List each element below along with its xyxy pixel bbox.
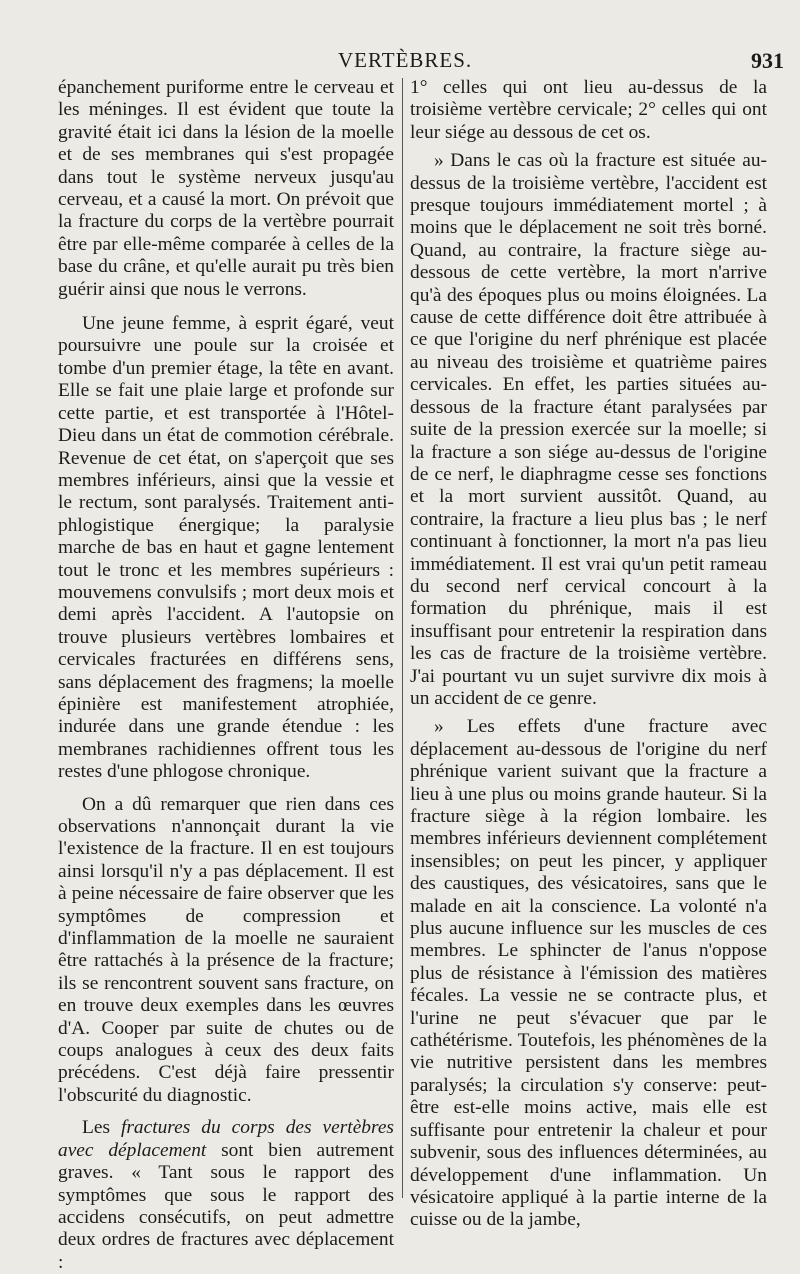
column-divider	[402, 78, 403, 1198]
running-head-title: VERTÈBRES.	[338, 48, 473, 72]
left-column	[58, 77, 394, 1274]
paragraph: Une jeune femme, à esprit égaré, veut poursuivre une poule sur la croisée et tombe d'un premier étage, la tête en avant. Elle se fait une plaie large et profonde sur cette partie, et est transportée à l'Hôtel-Dieu dans un état de commotion cérébrale. Revenue de cet état, on s'aperçoit que ses membres inférieurs, ainsi que la vessie et le rectum, sont paralysés. Traitement anti-phlogistique énergique; la paralysie marche de bas en haut et gagne lentement tout le tronc et les membres supérieurs : mouvemens convulsifs ; mort deux mois et demi après l'accident. A l'autopsie on trouve plusieurs vertèbres lombaires et cervicales fracturées en différens sens, sans déplacement des fragmens; la moelle épinière est manifestement atrophiée, indurée dans une grande étendue : les membranes rachidiennes offrent tous les restes d'une phlogose chronique.	[58, 313, 394, 783]
italic-term: fractures du corps des vertèbres avec déplacement	[58, 1117, 394, 1161]
paragraph: On a dû remarquer que rien dans ces observations n'annonçait durant la vie l'existence de la fracture. Il en est toujours ainsi lorsqu'il n'y a pas déplacement. Il est à peine nécessaire de faire observer que les symptômes de compression et d'inflammation de la moelle ne sauraient être rattachés à la présence de la fracture; ils se rencontrent souvent sans fracture, on en trouve deux exemples dans les œuvres d'A. Cooper par suite de chutes ou de coups analogues à ceux des deux faits précédens. C'est déjà faire pressentir l'obscurité du diagnostic.	[58, 793, 394, 1106]
paragraph: épanchement puriforme entre le cerveau et les méninges. Il est évident que toute la gravité était ici dans la lésion de la moelle et de ses membranes qui s'est propagée dans tout le système nerveux jusqu'au cerveau, et a causé la mort. On prévoit que la fracture du corps de la vertèbre pourrait être par elle-même comparée à celles de la base du crâne, et qu'elle aurait pu très bien guérir ainsi que nous le verrons.	[58, 77, 394, 300]
running-head	[0, 48, 800, 74]
page-number: 931	[751, 48, 784, 73]
right-column	[410, 77, 767, 1232]
paragraph: 1° celles qui ont lieu au-dessus de la troisième vertèbre cervicale; 2° celles qui ont leur siége au dessous de cet os.	[410, 77, 767, 143]
paragraph: » Les effets d'une fracture avec déplacement au-dessous de l'origine du nerf phrénique varient suivant que la fracture a lieu à une plus ou moins grande hauteur. Si la fracture siège à la région lombaire. les membres inférieurs deviennent complétement insensibles; on peut les pincer, y appliquer des caustiques, des vésicatoires, sans que le malade en ait la conscience. La volonté n'a plus aucune influence sur les muscles de ces membres. Le sphincter de l'anus n'oppose plus de résistance à l'émission des matières fécales. La vessie ne se contracte plus, et l'urine ne peut s'évacuer que par le cathétérisme. Toutefois, les phénomènes de la vie nutritive persistent dans les membres paralysés; la circulation s'y conserve: peut-être est-elle moins active, mais elle est suffisante pour entretenir la chaleur et pour subvenir, sous des influences déterminées, au développement d'une inflammation. Un vésicatoire appliqué à la partie interne de la cuisse ou de la jambe,	[410, 716, 767, 1231]
paragraph-text: sont bien autrement graves. « Tant sous le rapport des symptômes que sous le rapport des accidens consécutifs, on peut admettre deux ordres de fractures avec déplacement :	[58, 1139, 394, 1273]
paragraph-text: Les	[82, 1117, 121, 1139]
paragraph: » Dans le cas où la fracture est située au-dessus de la troisième vertèbre, l'accident est presque toujours immédiatement mortel ; à moins que le déplacement ne soit très borné. Quand, au contraire, la fracture siège au-dessous de cette vertèbre, la mort n'arrive qu'à des époques plus ou moins éloignées. La cause de cette différence doit être attribuée à ce que l'origine du nerf phrénique est placée au niveau des troisième et quatrième paires cervicales. En effet, les parties situées au-dessous de la fracture étant paralysées par suite de la pression exercée sur la moelle; si la fracture a son siége au-dessus de l'origine de ce nerf, le diaphragme cesse ses fonctions et la mort survient aussitôt. Quand, au contraire, la fracture a lieu plus bas ; le nerf continuant à fonctionner, la mort n'a pas lieu immédiatement. Il est vrai qu'un petit rameau du second nerf cervical concourt à la formation du phrénique, mais il est insuffisant pour entretenir la respiration dans les cas de fracture de la troisième vertèbre. J'ai pourtant vu un sujet survivre dix mois à un accident de ce genre.	[410, 150, 767, 709]
paragraph	[58, 1117, 394, 1274]
